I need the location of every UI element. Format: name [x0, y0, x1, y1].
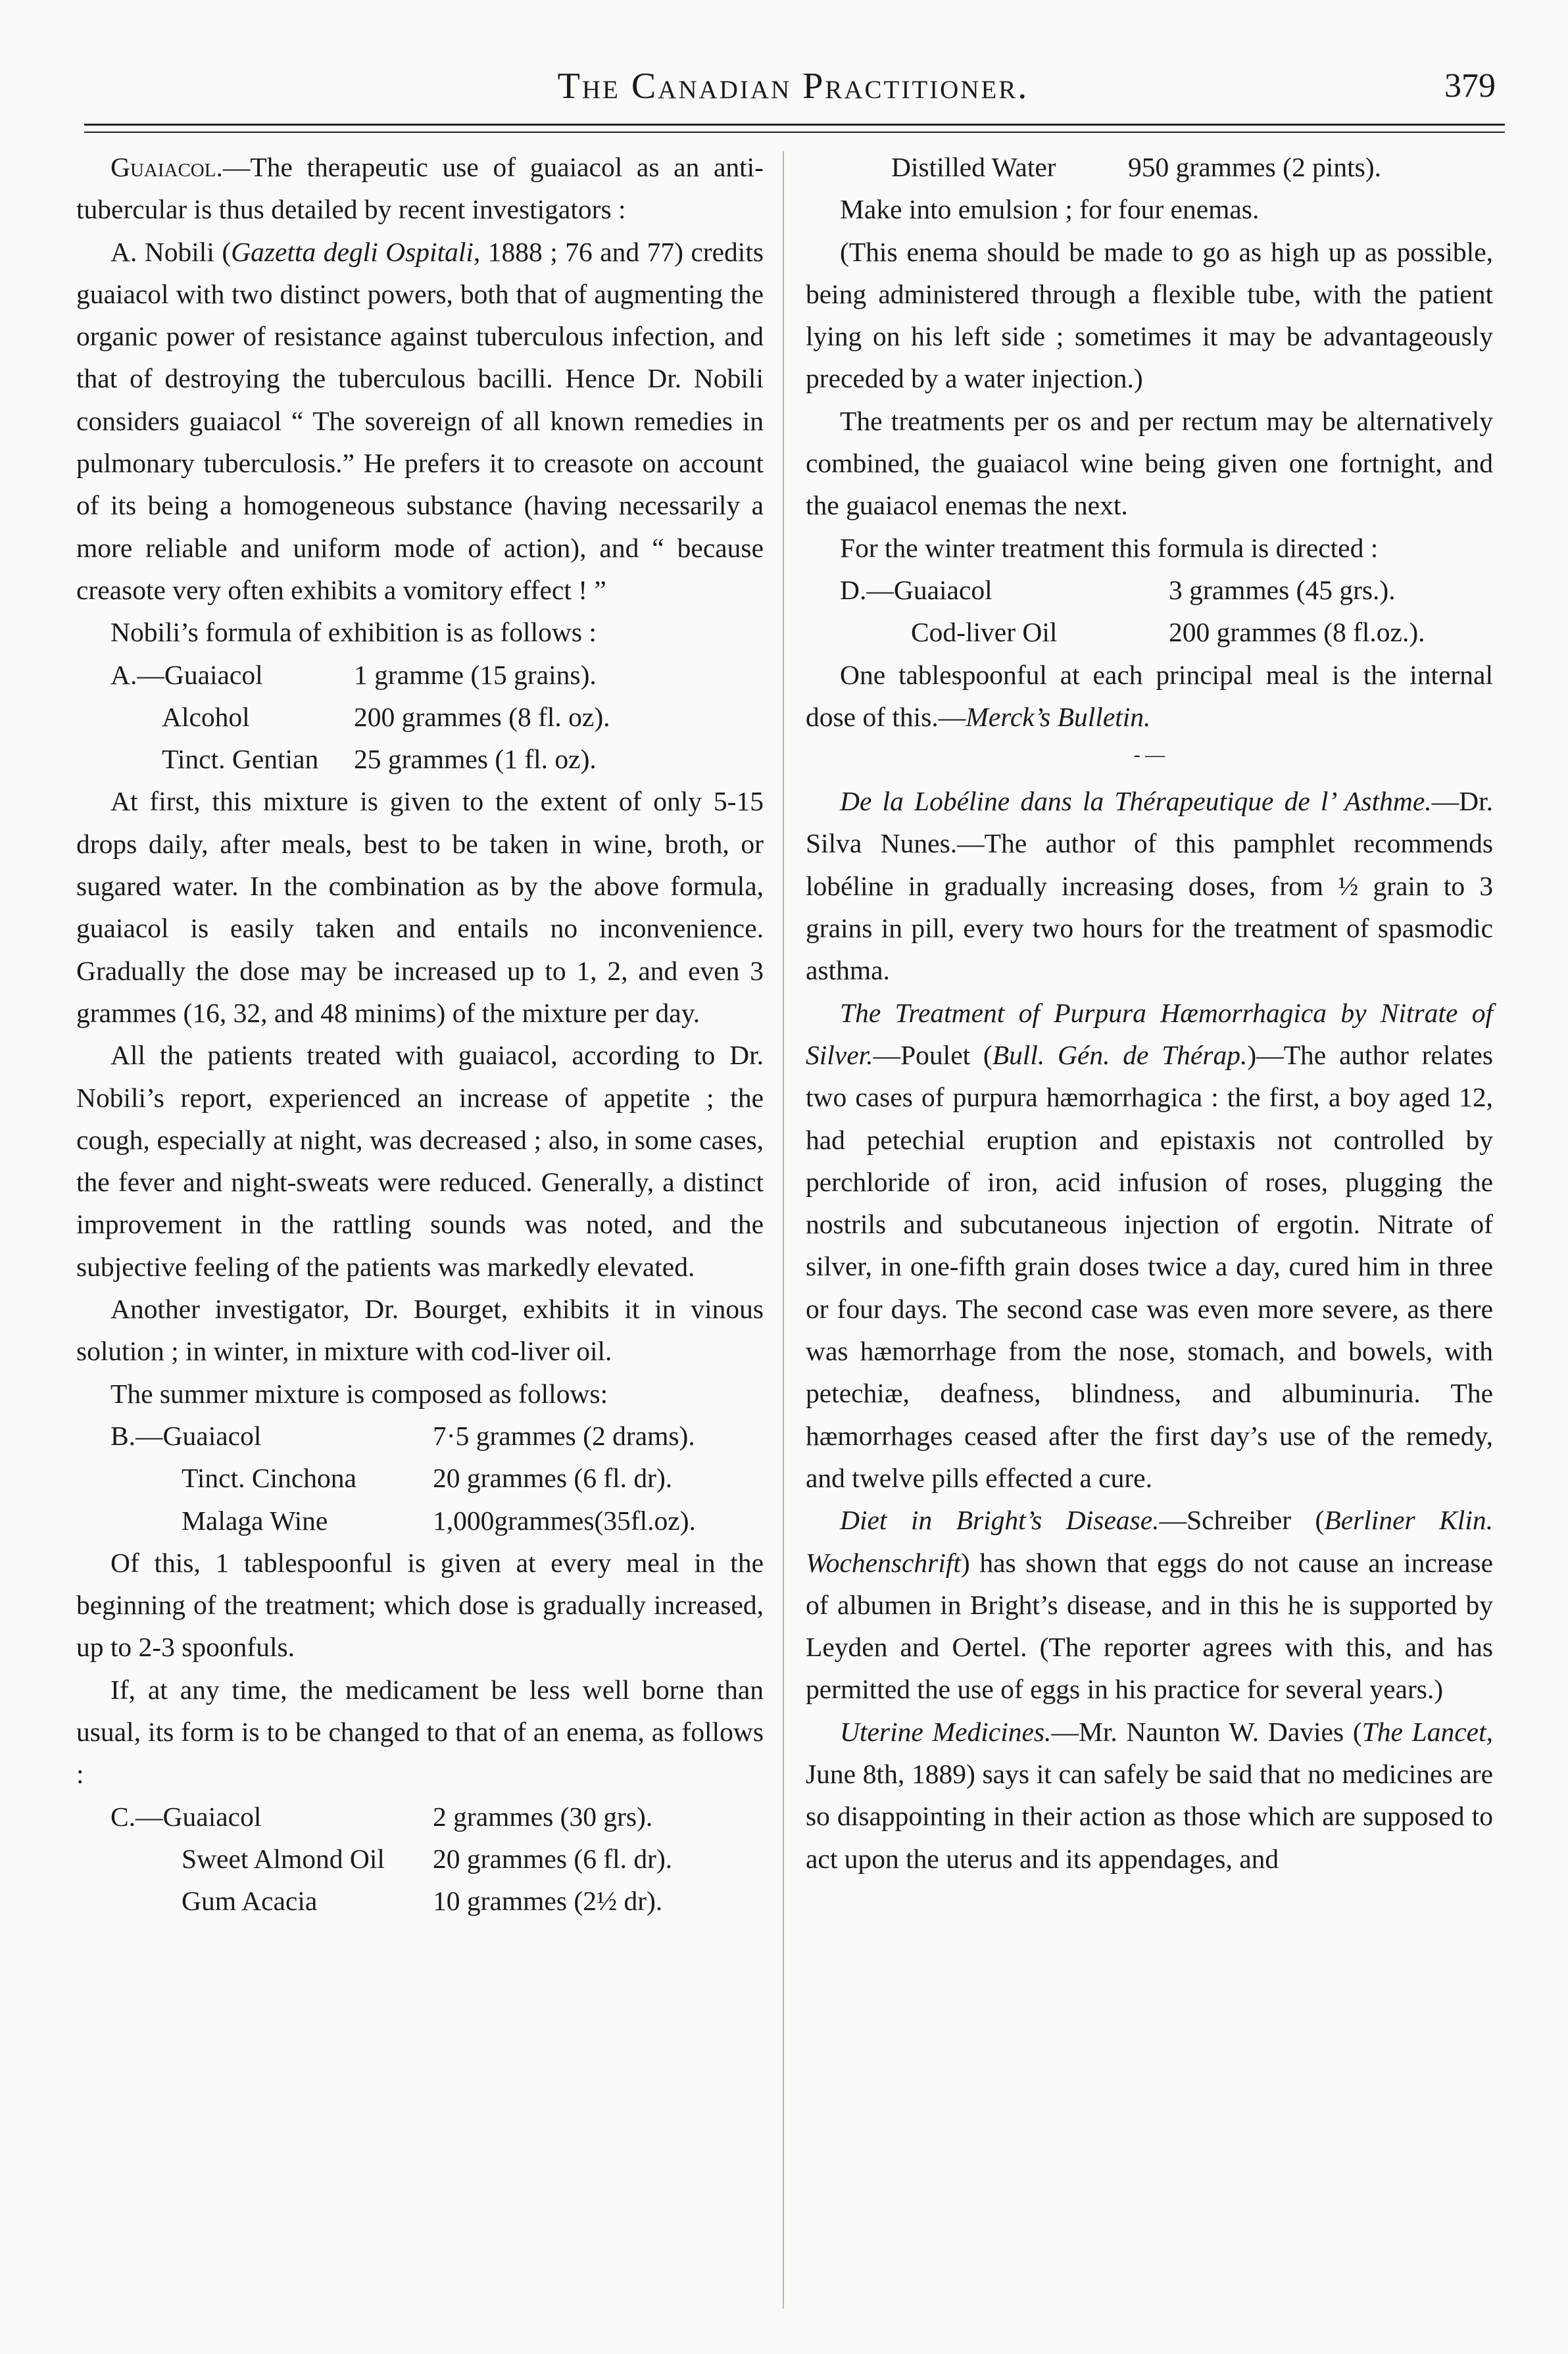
running-header	[84, 57, 1502, 116]
paragraph-text: One tablespoonful at each principal meal is the internal dose of this.—	[806, 659, 1493, 732]
formula-amount: 3 grammes (45 grs.).	[1169, 574, 1396, 605]
formula-amount: 200 grammes (8 fl.oz.).	[1169, 617, 1425, 648]
paragraph-text: June 8th, 1889) says it can safely be said that no medicines are so disappointing in their action as those which are supposed to act upon the uterus and its appendages, and	[806, 1758, 1493, 1874]
paragraph: Another investigator, Dr. Bourget, exhibits it in vinous solution ; in winter, in mixture with cod-liver oil.	[76, 1294, 764, 1367]
paragraph	[806, 780, 1493, 991]
source-citation: Berliner Klin. Wochenschrift	[806, 1505, 1493, 1578]
formula-c-continued	[806, 146, 1493, 188]
formula-ingredient: B.—Guaiacol	[110, 1420, 262, 1451]
paragraph	[76, 146, 764, 231]
formula-a	[76, 654, 764, 781]
formula-ingredient: Distilled Water	[891, 152, 1056, 182]
formula-ingredient: Tinct. Gentian	[162, 744, 319, 775]
paragraph-text: ) has shown that eggs do not cause an increase of albumen in Bright’s disease, and in this he is supported by Leyden and Oertel. (The reporter agrees with this, and has permitted the use of eggs in his practice for several years.)	[806, 1547, 1493, 1705]
formula-c	[76, 1796, 764, 1923]
section-lead: Guaiacol.	[110, 152, 223, 182]
header-rule-thin	[84, 132, 1505, 133]
paragraph-text: 1888 ; 76 and 77) credits guaiacol with two distinct powers, both that of augmenting the organic power of resistance against tuberculous infection, and that of destroying the tuberculous bacilli. Hence Dr. Nobili considers guaiacol “ The sovereign of all known remedies in pulmonary tuberculosis.” He prefers it to creasote on account of its being a homogeneous substance (having necessarily a more reliable and uniform mode of action), and “ because creasote very often exhibits a vomitory effect ! ”	[76, 236, 764, 605]
paragraph	[806, 992, 1493, 1500]
formula-ingredient: Sweet Almond Oil	[182, 1843, 385, 1874]
formula-row	[76, 1415, 764, 1457]
paragraph-text: —Poulet (	[873, 1039, 992, 1070]
paragraph	[806, 1499, 1493, 1710]
formula-amount: 1,000grammes(35fl.oz).	[433, 1505, 696, 1536]
article-title: Uterine Medicines.	[840, 1716, 1052, 1747]
formula-row	[806, 569, 1493, 611]
section-separator: - —	[1133, 744, 1165, 766]
formula-row	[76, 738, 764, 780]
paragraph: Nobili’s formula of exhibition is as follows :	[110, 617, 597, 648]
paragraph-text: )—The author relates two cases of purpura hæmorrhagica : the first, a boy aged 12, had petechial eruption and epistaxis not controlled by perchloride of iron, acid infusion of roses, plugging the nostrils and subcutaneous injection of ergotin. Nitrate of silver, in one-fifth grain doses twice a day, cured him in three or four days. The second case was even more severe, as there was hæmorrhage from the nose, stomach, and bowels, with petechiæ, deafness, blindness, and albuminuria. The hæmorrhages ceased after the first day’s use of the remedy, and twelve pills effected a cure.	[806, 1039, 1493, 1493]
article-title: De la Lobéline dans la Thérapeutique de l’ Asthme.	[840, 786, 1432, 817]
source-citation: Merck’s Bulletin.	[966, 701, 1151, 732]
left-column	[76, 146, 764, 1922]
formula-amount: 20 grammes (6 fl. dr).	[433, 1463, 673, 1494]
formula-amount: 1 gramme (15 grains).	[354, 659, 597, 690]
formula-row	[806, 611, 1493, 653]
paragraph: Of this, 1 tablespoonful is given at every meal in the beginning of the treatment; which dose is gradually increased, up to 2-3 spoonfuls.	[76, 1547, 764, 1663]
article-title: The Treatment of Purpura Hæmorrhagica by Nitrate of Silver.	[806, 997, 1493, 1070]
formula-amount: 20 grammes (6 fl. dr).	[433, 1843, 673, 1874]
formula-ingredient: Malaga Wine	[182, 1505, 328, 1536]
paragraph-text: A. Nobili (	[110, 236, 232, 267]
source-citation: The Lancet,	[1361, 1716, 1494, 1747]
right-column	[806, 146, 1493, 1880]
formula-row	[76, 654, 764, 696]
paragraph: The summer mixture is composed as follows:	[110, 1378, 608, 1409]
paragraph: For the winter treatment this formula is directed :	[840, 532, 1379, 563]
paragraph	[76, 231, 764, 612]
formula-amount: 950 grammes (2 pints).	[1128, 152, 1381, 182]
journal-title: The Canadian Practitioner.	[557, 66, 1029, 107]
source-citation: Bull. Gén. de Thérap.	[992, 1039, 1248, 1070]
paragraph: The treatments per os and per rectum may be alternatively combined, the guaiacol wine being given one fortnight, and the guaiacol enemas the next.	[806, 405, 1493, 521]
formula-row	[76, 1880, 764, 1922]
formula-row	[76, 1796, 764, 1838]
paragraph: (This enema should be made to go as high up as possible, being administered through a flexible tube, with the patient lying on his left side ; sometimes it may be advantageously preceded by a water injection.)	[806, 236, 1493, 394]
formula-row	[76, 696, 764, 738]
formula-ingredient: C.—Guaiacol	[110, 1801, 262, 1832]
article-title: Diet in Bright’s Disease.	[840, 1505, 1160, 1536]
journal-citation: Gazetta degli Ospitali,	[231, 236, 481, 267]
column-divider	[783, 151, 784, 2309]
paragraph: All the patients treated with guaiacol, according to Dr. Nobili’s report, experienced an increase of appetite ; the cough, especially at night, was decreased ; also, in some cases, the fever and night-sweats were reduced. Generally, a distinct improvement in the rattling sounds was noted, and the subjective feeling of the patients was markedly elevated.	[76, 1040, 764, 1282]
formula-ingredient: A.—Guaiacol	[110, 659, 263, 690]
paragraph-text: —Mr. Naunton W. Davies (	[1051, 1716, 1362, 1747]
paragraph: If, at any time, the medicament be less well borne than usual, its form is to be changed to that of an enema, as follows :	[76, 1674, 764, 1790]
formula-ingredient: Gum Acacia	[182, 1886, 318, 1917]
formula-ingredient: D.—Guaiacol	[840, 574, 992, 605]
formula-b	[76, 1415, 764, 1542]
formula-amount: 25 grammes (1 fl. oz).	[354, 744, 597, 775]
paragraph-text: —The therapeutic use of guaiacol as an anti-tubercular is thus detailed by recent investigators :	[76, 152, 764, 225]
formula-ingredient: Cod-liver Oil	[911, 617, 1058, 648]
formula-ingredient: Alcohol	[162, 701, 250, 732]
paragraph: At first, this mixture is given to the extent of only 5-15 drops daily, after meals, best to be taken in wine, broth, or sugared water. In the combination as by the above formula, guaiacol is easily taken and entails no inconvenience. Gradually the dose may be increased up to 1, 2, and even 3 grammes (16, 32, and 48 minims) of the mixture per day.	[76, 786, 764, 1028]
paragraph-text: —Dr. Silva Nunes.—The author of this pamphlet recommends lobéline in gradually increasing doses, from ½ grain to 3 grains in pill, every two hours for the treatment of spasmodic asthma.	[806, 786, 1493, 986]
formula-row	[76, 1457, 764, 1499]
paragraph	[806, 1711, 1493, 1880]
paragraph	[806, 654, 1493, 739]
formula-row	[806, 146, 1493, 188]
formula-row	[76, 1500, 764, 1542]
formula-amount: 7·5 grammes (2 drams).	[433, 1420, 695, 1451]
formula-amount: 2 grammes (30 grs).	[433, 1801, 653, 1832]
formula-ingredient: Tinct. Cinchona	[182, 1463, 356, 1494]
page-number: 379	[1444, 67, 1496, 105]
formula-d	[806, 569, 1493, 654]
paragraph: Make into emulsion ; for four enemas.	[840, 194, 1260, 225]
paragraph-text: —Schreiber (	[1159, 1505, 1325, 1536]
formula-row	[76, 1838, 764, 1880]
formula-amount: 10 grammes (2½ dr).	[433, 1886, 663, 1917]
formula-amount: 200 grammes (8 fl. oz).	[354, 701, 610, 732]
header-rule	[84, 124, 1505, 126]
